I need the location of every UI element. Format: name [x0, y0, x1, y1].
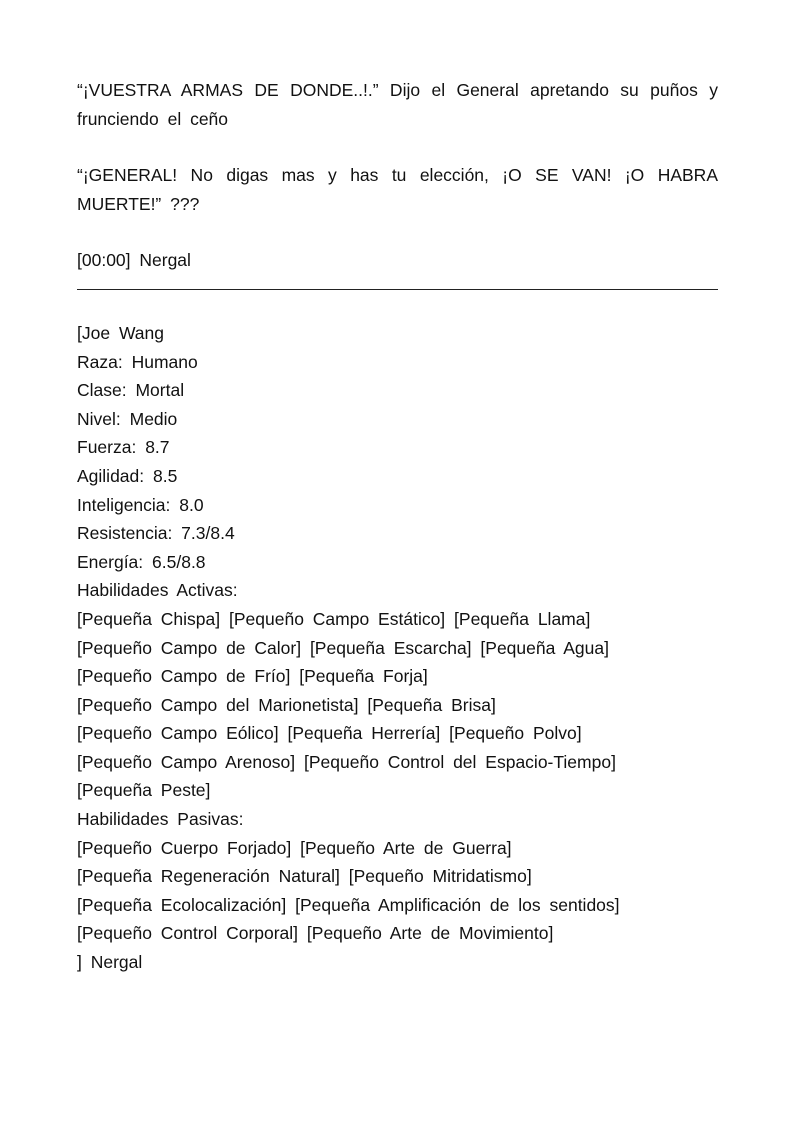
- status-race: Raza: Humano: [77, 351, 198, 372]
- active-skills-line: [Pequeño Campo Eólico] [Pequeña Herrería] [Pequeño Polvo]: [77, 723, 582, 744]
- document-page: [77, 76, 718, 977]
- active-skills-line: [Pequeña Chispa] [Pequeño Campo Estático] [Pequeña Llama]: [77, 608, 591, 629]
- active-skills-heading: Habilidades Activas:: [77, 580, 238, 601]
- status-close: ] Nergal: [77, 952, 143, 973]
- paragraph-gap: [77, 218, 718, 246]
- dialogue-paragraph-2: “¡GENERAL! No digas mas y has tu elección, ¡O SE VAN! ¡O HABRA MUERTE!” ???: [77, 165, 718, 214]
- status-block: [77, 319, 718, 977]
- status-open: [Joe Wang: [77, 322, 165, 343]
- passive-skills-line: [Pequeño Control Corporal] [Pequeño Arte de Movimiento]: [77, 923, 554, 944]
- active-skills-line: [Pequeño Campo Arenoso] [Pequeño Control del Espacio-Tiempo]: [77, 751, 616, 772]
- passive-skills-line: [Pequeña Regeneración Natural] [Pequeño Mitridatismo]: [77, 866, 532, 887]
- status-energy: Energía: 6.5/8.8: [77, 551, 206, 572]
- status-class: Clase: Mortal: [77, 380, 185, 401]
- active-skills-line: [Pequeño Campo del Marionetista] [Pequeña Brisa]: [77, 694, 496, 715]
- passive-skills-line: [Pequeño Cuerpo Forjado] [Pequeño Arte de Guerra]: [77, 837, 512, 858]
- status-agility: Agilidad: 8.5: [77, 465, 178, 486]
- timestamp-line: [00:00] Nergal: [77, 250, 191, 271]
- paragraph-gap: [77, 133, 718, 161]
- active-skills-line: [Pequeña Peste]: [77, 780, 211, 801]
- horizontal-divider: [77, 289, 718, 290]
- status-resistance: Resistencia: 7.3/8.4: [77, 523, 235, 544]
- status-strength: Fuerza: 8.7: [77, 437, 170, 458]
- status-intelligence: Inteligencia: 8.0: [77, 494, 204, 515]
- active-skills-line: [Pequeño Campo de Frío] [Pequeña Forja]: [77, 666, 428, 687]
- passive-skills-heading: Habilidades Pasivas:: [77, 809, 244, 830]
- dialogue-paragraph-1: “¡VUESTRA ARMAS DE DONDE..!.” Dijo el General apretando su puños y frunciendo el ceño: [77, 80, 718, 129]
- status-level: Nivel: Medio: [77, 408, 178, 429]
- active-skills-line: [Pequeño Campo de Calor] [Pequeña Escarcha] [Pequeña Agua]: [77, 637, 609, 658]
- passive-skills-line: [Pequeña Ecolocalización] [Pequeña Amplificación de los sentidos]: [77, 894, 620, 915]
